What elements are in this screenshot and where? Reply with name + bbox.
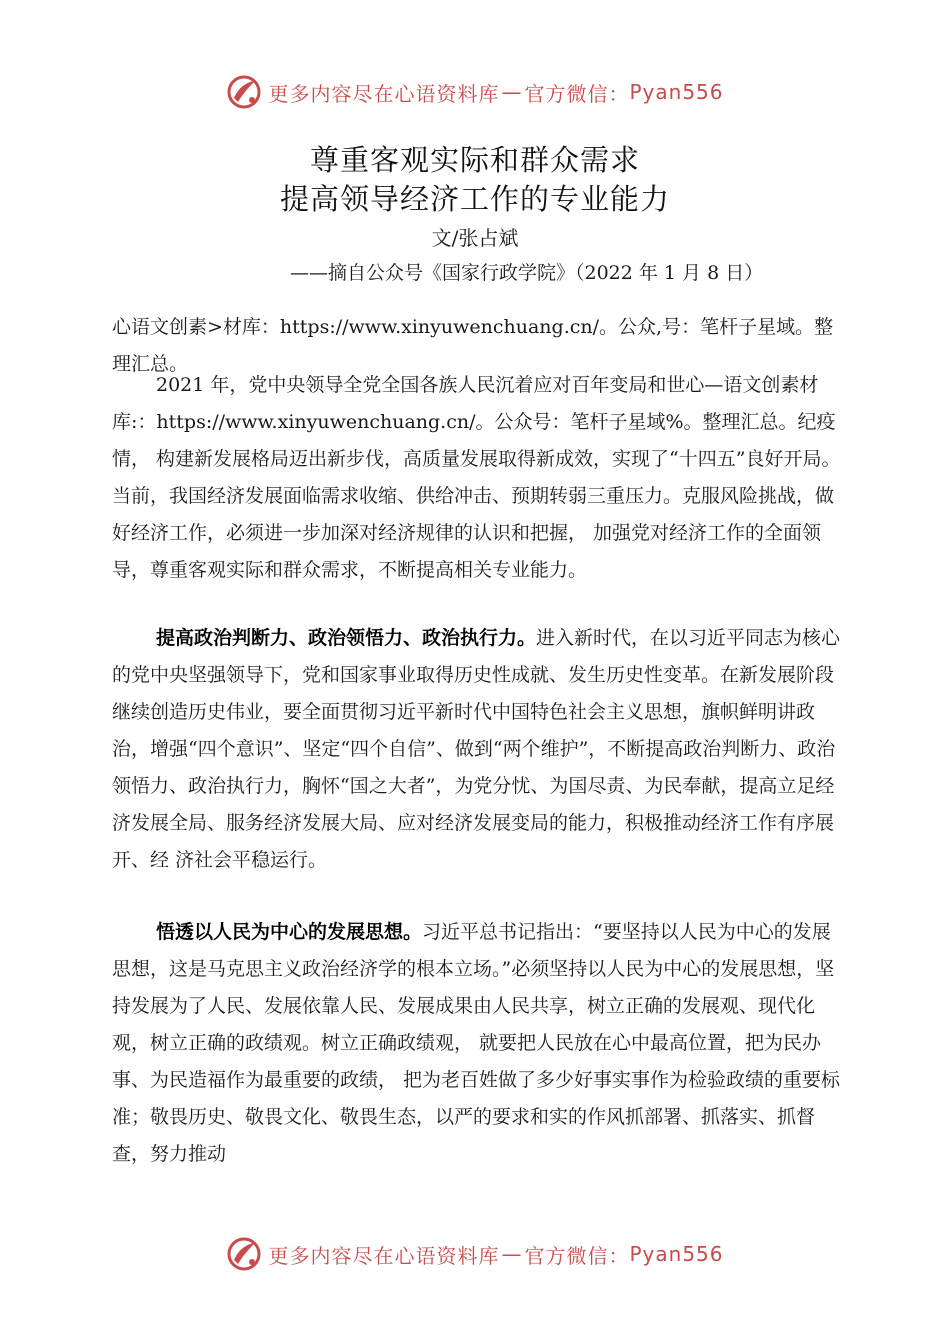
section-1-lead: 提高政治判断力、政治领悟力、政治执行力。 <box>156 627 537 649</box>
footer-banner-text: 更多内容尽在心语资料库 <box>268 1243 500 1268</box>
paragraph-1-text: 2021 年，党中央领导全党全国各族人民沉着应对百年变局和世心—语文创素材库:：https://www.xinyuwenchuang.cn/。公众号：笔杆子星域%。整理汇总。纪疫情， 构建新发展格局迈出新步伐，高质量发展取得新成效，实现了“十四五”良好开局。当前，我国经济发展面临需求收缩、供给冲击、预期转弱三重压力。克服风险挑战，做好经济工作，必须进一步加深对经济规律的认识和把握， 加强党对经济工作的全面领导，尊重客观实际和群众需求，不断提高相关专业能力。 <box>112 374 841 581</box>
section-2-body: 习近平总书记指出：“要坚持以人民为中心的发展思想，这是马克思主义政治经济学的根本立场。”必须坚持以人民为中心的发展思想，坚持发展为了人民、发展依靠人民、发展成果由人民共享，树立正确的发展观、现代化观，树立正确的政绩观。树立正确政绩观， 就要把人民放在心中最高位置，把为民办事、为民造福作为最重要的政绩， 把为老百姓做了多少好事实事作为检验政绩的重要标准；敬畏历史、敬畏文化、敬畏生态，以严的要求和实的作风抓部署、抓落实、抓督查，努力推动 <box>112 921 841 1165</box>
banner-text: 更多内容尽在心语资料库 <box>268 81 500 106</box>
paragraph-1 <box>112 367 847 589</box>
section-2-lead: 悟透以人民为中心的发展思想。 <box>156 921 423 943</box>
intro-note-text: 心语文创素>材库：https://www.xinyuwenchuang.cn/。公众,号：笔杆子星域。整理汇总。 <box>112 316 834 375</box>
article-source: ——摘自公众号《国家行政学院》（2022 年 1 月 8 日） <box>290 262 764 284</box>
article-author: 文/张占斌 <box>431 226 519 250</box>
banner-wechat-id: Pyan556 <box>629 80 724 104</box>
footer-banner-wechat-id: Pyan556 <box>629 1242 724 1266</box>
banner-wechat-label: 官方微信： <box>524 81 630 106</box>
red-brush-logo-icon <box>226 74 262 110</box>
article-title-line-2: 提高领导经济工作的专业能力 <box>279 182 670 216</box>
section-2 <box>112 914 847 1173</box>
banner-separator: — <box>501 80 523 104</box>
article-title-line-1: 尊重客观实际和群众需求 <box>309 143 640 177</box>
footer-banner-separator: — <box>501 1242 523 1266</box>
footer-banner <box>0 1236 950 1272</box>
footer-banner-wechat-label: 官方微信： <box>524 1243 630 1268</box>
section-1-paragraph <box>112 620 847 879</box>
header-banner <box>0 74 950 110</box>
section-1-body: 进入新时代，在以习近平同志为核心的党中央坚强领导下，党和国家事业取得历史性成就、发生历史性变革。在新发展阶段继续创造历史伟业，要全面贯彻习近平新时代中国特色社会主义思想，旗帜鲜明讲政治，增强“四个意识”、坚定“四个自信”、做到“两个维护”，不断提高政治判断力、政治领悟力、政治执行力，胸怀“国之大者”，为党分忧、为国尽责、为民奉献，提高立足经济发展全局、服务经济发展大局、应对经济发展变局的能力，积极推动经济工作有序展开、经 济社会平稳运行。 <box>112 627 841 871</box>
section-2-paragraph <box>112 914 847 1173</box>
red-brush-logo-icon <box>226 1236 262 1272</box>
section-1 <box>112 620 847 879</box>
